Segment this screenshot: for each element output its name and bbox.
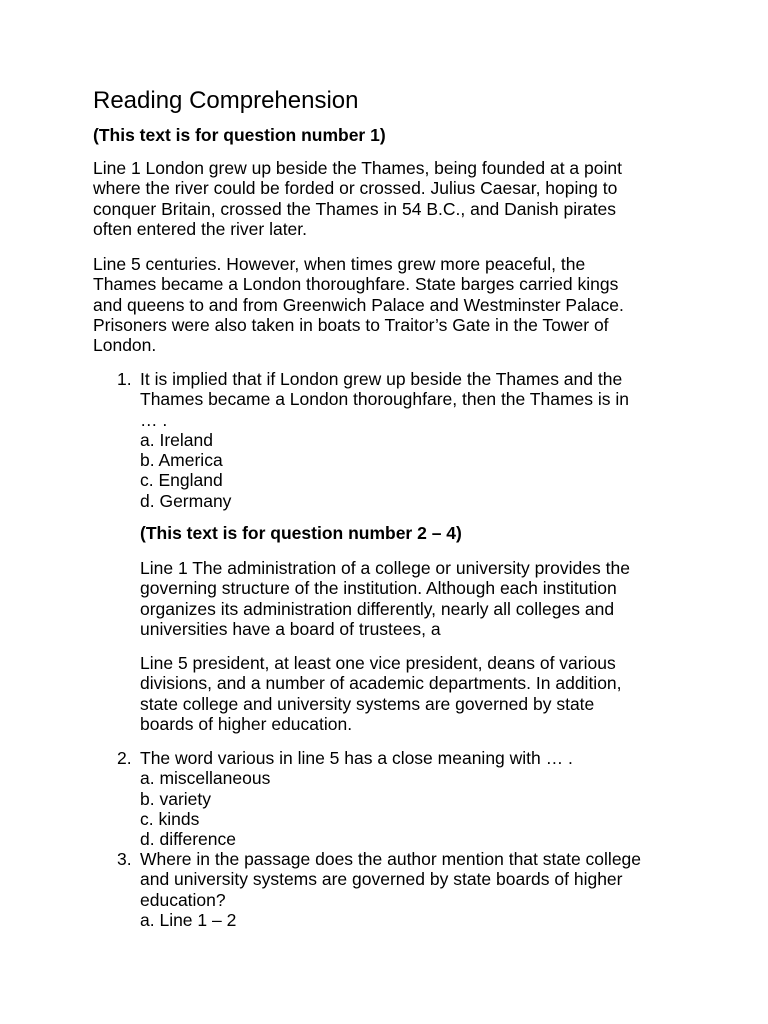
section1-paragraph-2 (93, 254, 624, 355)
text-line: London. (93, 335, 157, 356)
answer-option: d. Germany (140, 490, 232, 511)
text-line: Line 1 London grew up beside the Thames, being founded at a point (93, 158, 622, 178)
text-line: universities have a board of trustees, a (140, 618, 441, 639)
answer-option: b. variety (140, 788, 211, 809)
text-line: state college and university systems are governed by state (140, 693, 595, 714)
question-text-line: Where in the passage does the author mention that state college (140, 849, 642, 869)
question3 (140, 849, 641, 930)
question1-number: 1. (117, 369, 132, 389)
answer-option: a. Ireland (140, 429, 213, 450)
text-line: Prisoners were also taken in boats to Traitor’s Gate in the Tower of (93, 314, 609, 335)
answer-option: c. England (140, 470, 223, 491)
text-line: Thames became a London thoroughfare. State barges carried kings (93, 274, 619, 295)
question-text-line: and university systems are governed by state boards of higher (140, 869, 623, 890)
text-line: governing structure of the institution. Although each institution (140, 578, 617, 599)
answer-option: c. kinds (140, 808, 200, 829)
text-line: organizes its administration differently, nearly all colleges and (140, 598, 615, 619)
question-text-line: The word various in line 5 has a close meaning with … . (140, 748, 573, 768)
answer-option: a. Line 1 – 2 (140, 909, 237, 930)
text-line: often entered the river later. (93, 218, 308, 239)
text-line: Line 5 centuries. However, when times grew more peaceful, the (93, 254, 586, 274)
answer-option: b. America (140, 450, 223, 471)
text-line: conquer Britain, crossed the Thames in 54 B.C., and Danish pirates (93, 198, 617, 219)
question2 (140, 748, 573, 849)
question1 (140, 369, 629, 511)
text-line: where the river could be forded or crossed. Julius Caesar, hoping to (93, 178, 618, 199)
answer-option: a. miscellaneous (140, 768, 271, 789)
text-line: Line 1 The administration of a college or university provides the (140, 558, 630, 578)
question-text-line: … . (140, 409, 168, 430)
question3-number: 3. (117, 849, 132, 869)
text-line: and queens to and from Greenwich Palace and Westminster Palace. (93, 294, 624, 315)
question-text-line: education? (140, 889, 226, 910)
section1-heading: (This text is for question number 1) (93, 125, 386, 145)
section2-paragraph-2 (140, 653, 622, 734)
text-line: boards of higher education. (140, 713, 353, 734)
section2-paragraph-1 (140, 558, 630, 639)
question-text-line: It is implied that if London grew up beside the Thames and the (140, 369, 623, 389)
question-text-line: Thames became a London thoroughfare, then the Thames is in (140, 389, 630, 410)
section2-heading: (This text is for question number 2 – 4) (140, 523, 462, 543)
text-line: Line 5 president, at least one vice president, deans of various (140, 653, 616, 673)
page-title: Reading Comprehension (93, 87, 359, 114)
section1-paragraph-1 (93, 158, 622, 239)
question2-number: 2. (117, 748, 132, 768)
answer-option: d. difference (140, 829, 236, 850)
text-line: divisions, and a number of academic departments. In addition, (140, 673, 622, 694)
